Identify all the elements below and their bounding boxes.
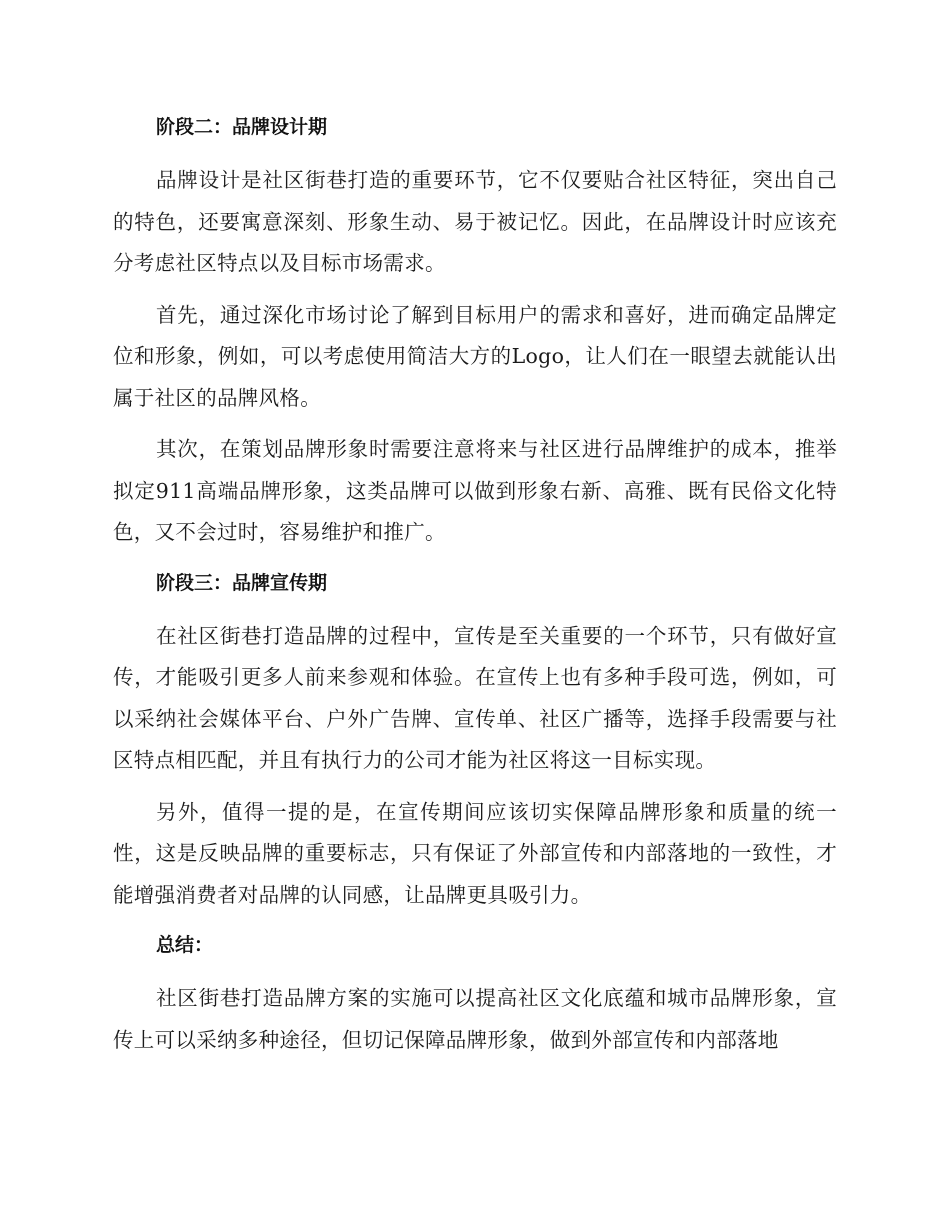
- section-heading-summary: 总结：: [156, 934, 214, 956]
- section-heading-stage-two: 阶段二：品牌设计期: [156, 116, 328, 138]
- paragraph: 首先，通过深化市场讨论了解到目标用户的需求和喜好，进而确定品牌定位和形象，例如，可以考虑使用简洁大方的Logo，让人们在一眼望去就能认出属于社区的品牌风格。: [113, 302, 837, 410]
- paragraph: 社区街巷打造品牌方案的实施可以提高社区文化底蕴和城市品牌形象，宣传上可以采纳多种途径，但切记保障品牌形象，做到外部宣传和内部落地: [113, 986, 837, 1052]
- paragraph: 另外，值得一提的是，在宣传期间应该切实保障品牌形象和质量的统一性，这是反映品牌的重要标志，只有保证了外部宣传和内部落地的一致性，才能增强消费者对品牌的认同感，让品牌更具吸引力。: [113, 799, 837, 907]
- paragraph: 品牌设计是社区街巷打造的重要环节，它不仅要贴合社区特征，突出自己的特色，还要寓意深刻、形象生动、易于被记忆。因此，在品牌设计时应该充分考虑社区特点以及目标市场需求。: [113, 168, 837, 275]
- section-heading-stage-three: 阶段三：品牌宣传期: [156, 571, 328, 594]
- document-page: [113, 108, 837, 1061]
- paragraph: 在社区街巷打造品牌的过程中，宣传是至关重要的一个环节，只有做好宣传，才能吸引更多人前来参观和体验。在宣传上也有多种手段可选，例如，可以采纳社会媒体平台、户外广告牌、宣传单、社区广播等，选择手段需要与社区特点相匹配，并且有执行力的公司才能为社区将这一目标实现。: [113, 623, 837, 772]
- paragraph: 其次，在策划品牌形象时需要注意将来与社区进行品牌维护的成本，推举拟定911高端品牌形象，这类品牌可以做到形象右新、高雅、既有民俗文化特色，又不会过时，容易维护和推广。: [113, 437, 837, 544]
